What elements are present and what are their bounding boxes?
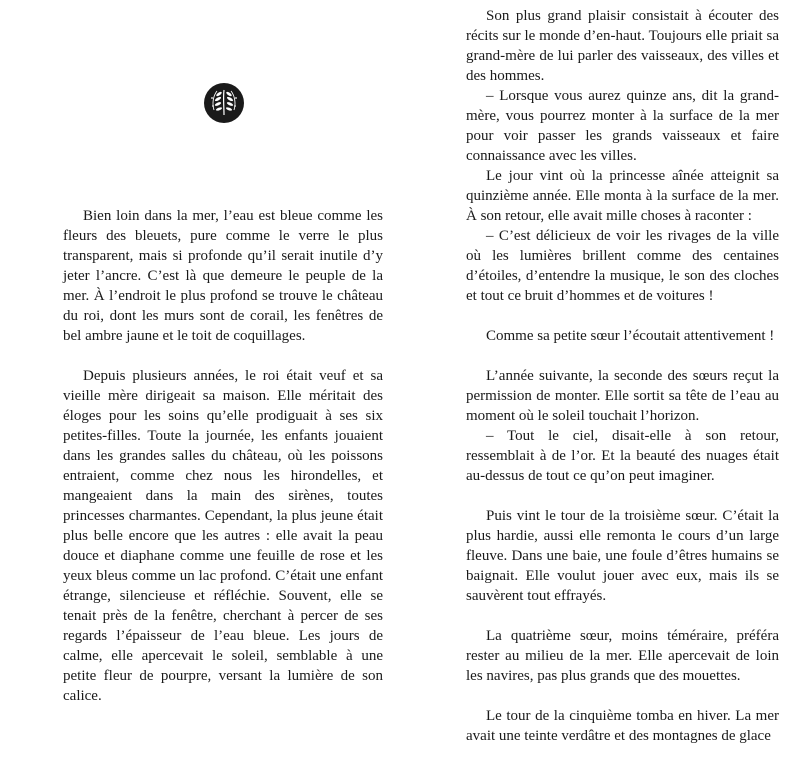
paragraph: Bien loin dans la mer, l’eau est bleue comme les fleurs des bleuets, pure comme le verre le plus transparent, mais si profonde qu’il serait inutile d’y jeter l’ancre. C’est là que demeure le peuple de la mer. À l’endroit le plus profond se trouve le château du roi, dont les murs sont de corail, les fenêtres de bel ambre jaune et le toit de coquillages. (63, 208, 383, 344)
paragraph: Le jour vint où la princesse aînée atteignit sa quinzième année. Elle monta à la surface de la mer. À son retour, elle avait mille choses à raconter : (466, 168, 779, 224)
paragraph: La quatrième sœur, moins téméraire, préféra rester au milieu de la mer. Elle apercevait de loin les navires, pas plus grands que des mouettes. (466, 628, 779, 684)
dialogue-paragraph: – Lorsque vous aurez quinze ans, dit la grand-mère, vous pourrez monter à la surface de la mer pour voir passer les grands vaisseaux et faire connaissance avec les villes. (466, 88, 779, 164)
paragraph: Son plus grand plaisir consistait à écouter des récits sur le monde d’en-haut. Toujours elle priait sa grand-mère de lui parler des vaisseaux, des villes et des hommes. (466, 8, 779, 84)
leaf-ornament-icon (203, 82, 245, 124)
left-text-column (63, 206, 383, 706)
right-text-column (466, 6, 779, 746)
dialogue-paragraph: – Tout le ciel, disait-elle à son retour, ressemblait à de l’or. Et la beauté des nuages était au-dessus de tout ce qu’on peut imaginer. (466, 428, 779, 484)
paragraph: Depuis plusieurs années, le roi était veuf et sa vieille mère dirigeait sa maison. Elle méritait des éloges pour les soins qu’elle prodiguait à ses six petites-filles. Toute la journée, les enfants jouaient dans les grandes salles du château, où les poissons entraient, comme chez nous les hirondelles, et mangeaient dans la main des sirènes, toutes princesses charmantes. Cependant, la plus jeune était plus belle encore que les autres : elle avait la peau douce et diaphane comme une feuille de rose et les yeux bleus comme un lac profond. C’était une enfant étrange, silencieuse et réfléchie. Souvent, elle se tenait près de la fenêtre, cherchant à percer de ses regards l’épaisseur de l’eau bleue. Les jours de calme, elle apercevait le soleil, semblable à une petite fleur de pourpre, versant la lumière de son calice. (63, 368, 383, 704)
dialogue-paragraph: – C’est délicieux de voir les rivages de la ville où les lumières brillent comme des centaines d’étoiles, d’entendre la musique, le son des cloches et tout ce bruit d’hommes et de voitures ! (466, 228, 779, 304)
paragraph: Le tour de la cinquième tomba en hiver. La mer avait une teinte verdâtre et des montagnes de glace (466, 708, 779, 744)
paragraph: Comme sa petite sœur l’écoutait attentivement ! (486, 328, 775, 344)
paragraph: Puis vint le tour de la troisième sœur. C’était la plus hardie, aussi elle remonta le cours d’un large fleuve. Dans une baie, une foule d’êtres humains se baignait. Elle voulut jouer avec eux, mais ils se sauvèrent tout effrayés. (466, 508, 779, 604)
paragraph: L’année suivante, la seconde des sœurs reçut la permission de monter. Elle sortit sa tête de l’eau au moment où le soleil touchait l’horizon. (466, 368, 779, 424)
